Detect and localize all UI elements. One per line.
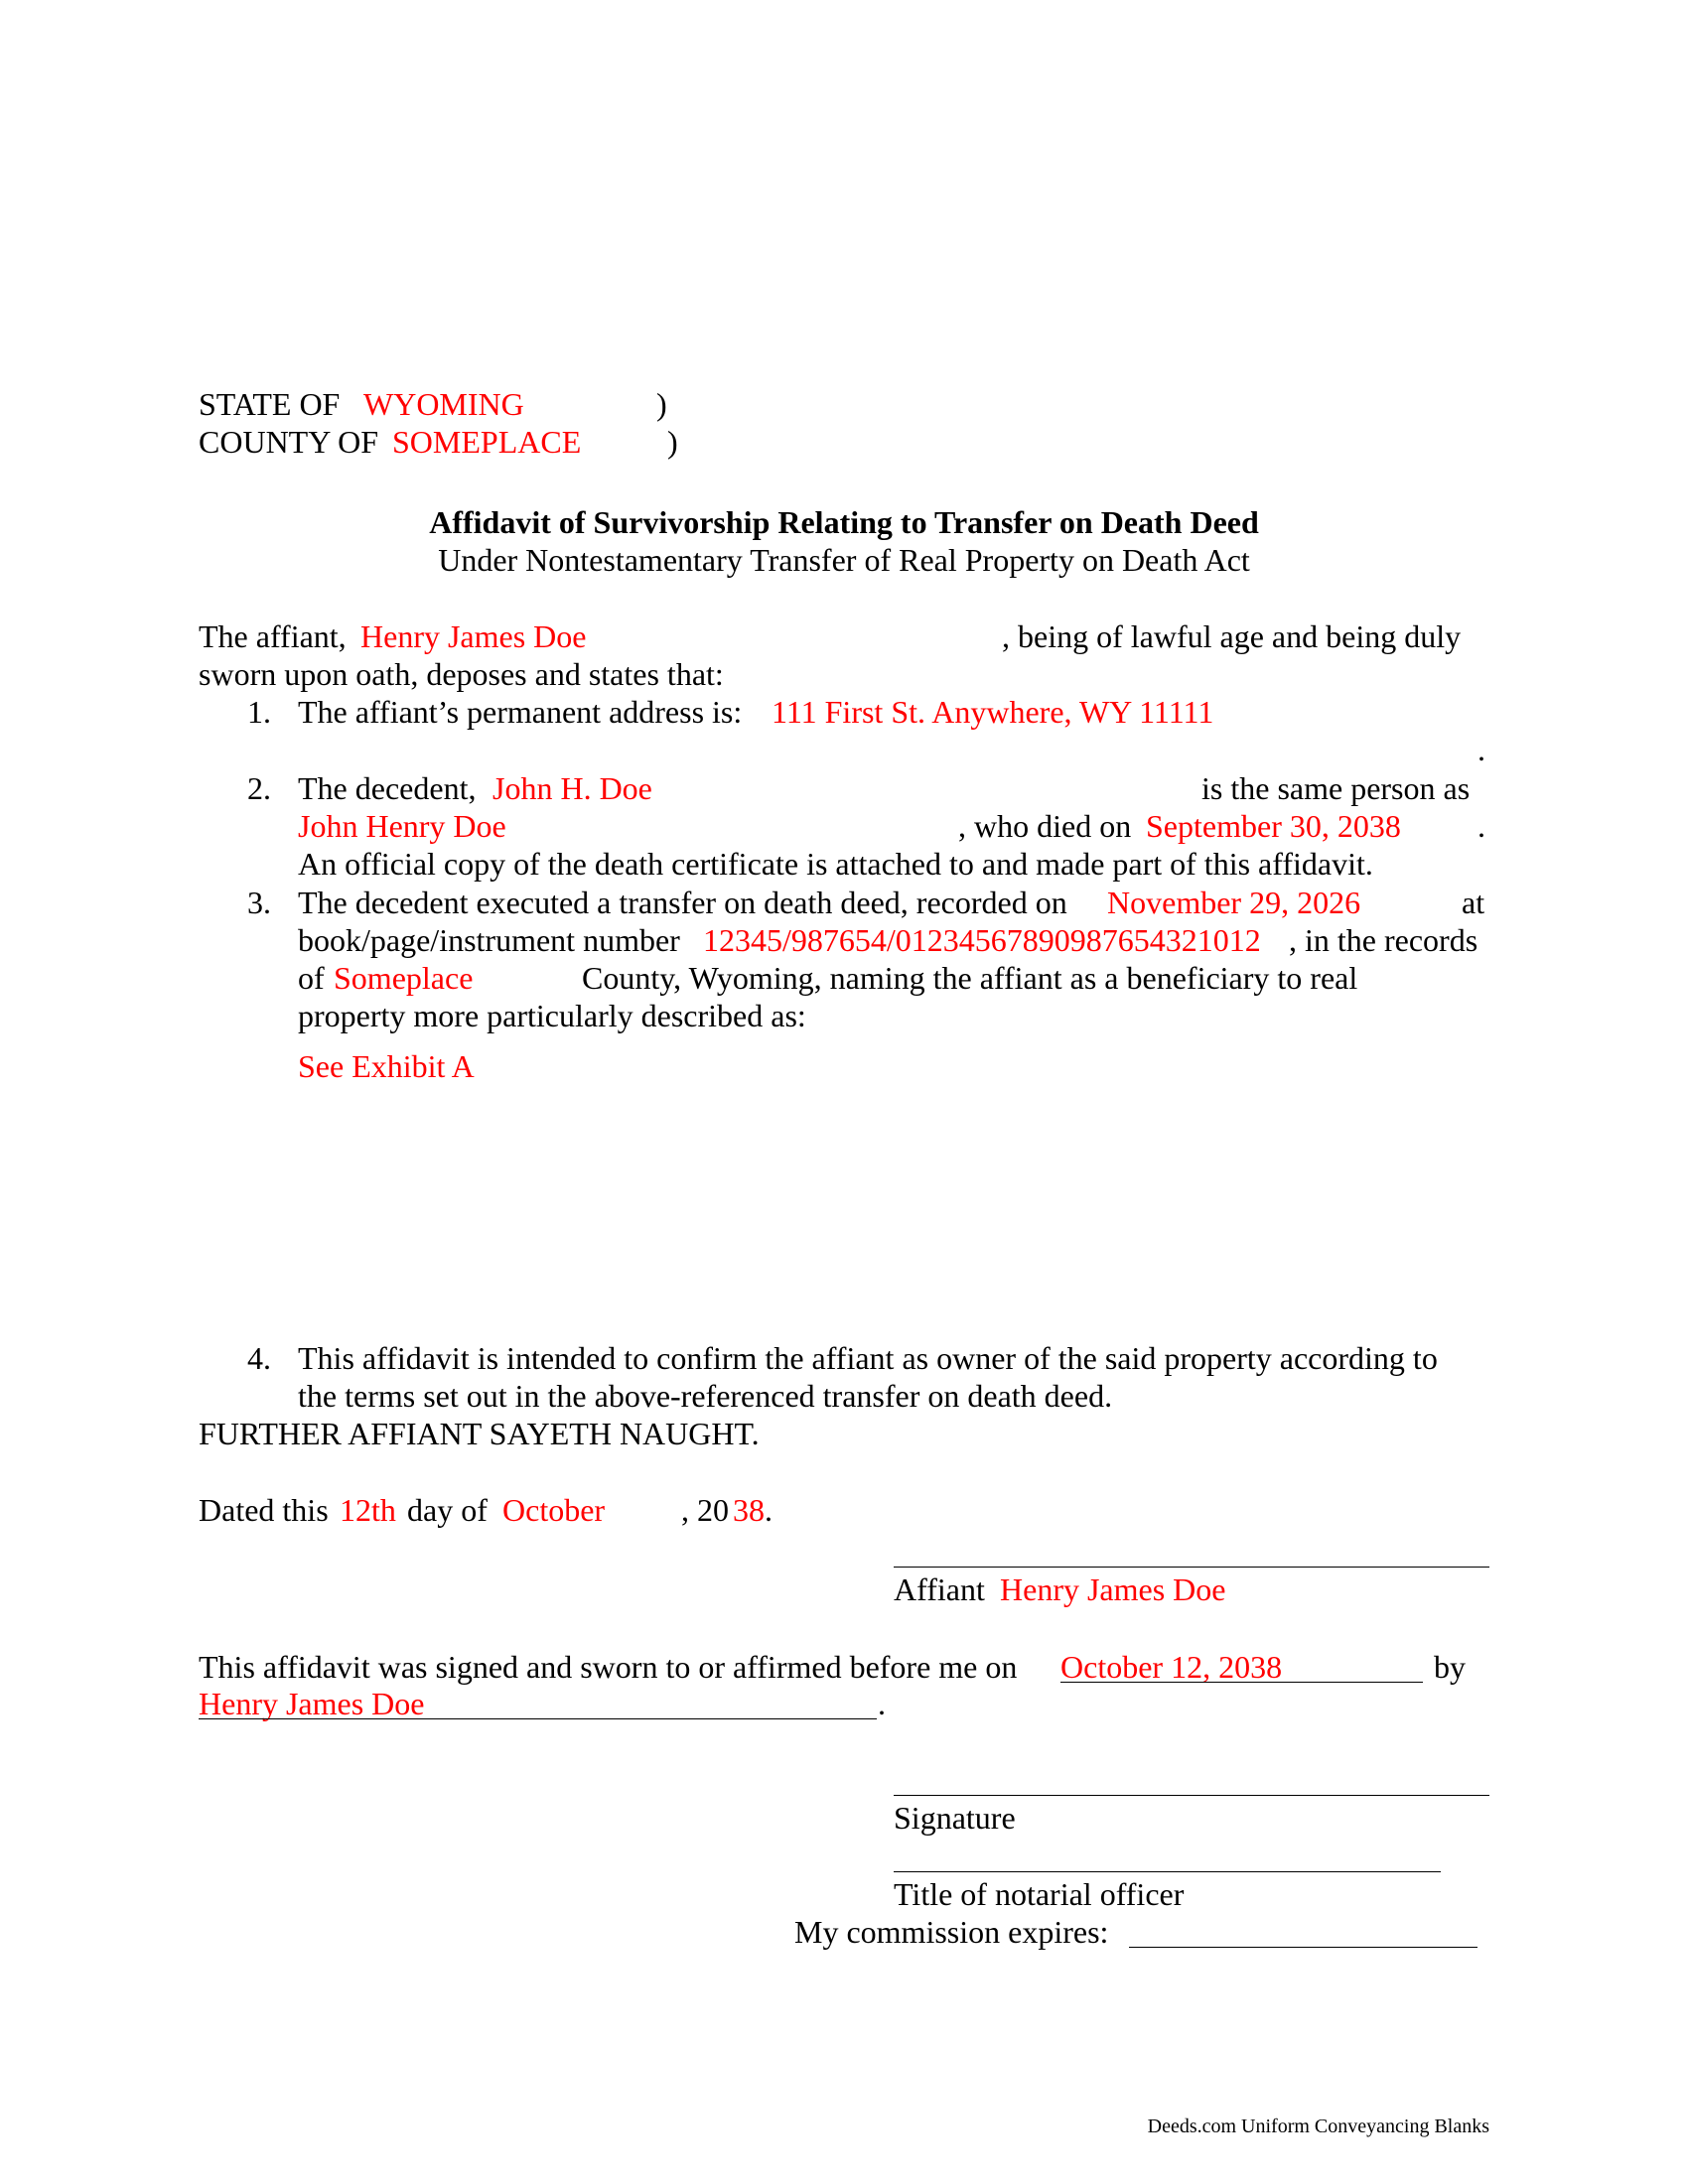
notary-date: October 12, 2038 bbox=[1060, 1649, 1283, 1685]
affiant-label: Affiant bbox=[894, 1571, 985, 1607]
signature-label: Signature bbox=[894, 1800, 1016, 1836]
item2-same-person: is the same person as bbox=[1201, 770, 1471, 806]
item1-period: . bbox=[1477, 732, 1485, 767]
recorded-date: November 29, 2026 bbox=[1107, 885, 1361, 920]
item2-prefix: The decedent, bbox=[298, 770, 477, 806]
commission-line[interactable] bbox=[1129, 1947, 1477, 1948]
item2-line3: An official copy of the death certificate is attached to and made part of this affidavit. bbox=[298, 846, 1373, 882]
item3-prefix: The decedent executed a transfer on death deed, recorded on bbox=[298, 885, 1067, 920]
item3-records: , in the records bbox=[1289, 922, 1478, 958]
dated-day: 12th bbox=[340, 1492, 396, 1528]
death-date: September 30, 2038 bbox=[1146, 808, 1401, 844]
decedent-name: John H. Doe bbox=[492, 770, 652, 806]
item3-of: of bbox=[298, 960, 325, 996]
state-label: STATE OF bbox=[199, 386, 341, 422]
county-value: SOMEPLACE bbox=[392, 424, 582, 460]
affiant-signature-line[interactable] bbox=[894, 1567, 1489, 1568]
further-affiant: FURTHER AFFIANT SAYETH NAUGHT. bbox=[199, 1416, 760, 1451]
item1-text: The affiant’s permanent address is: bbox=[298, 694, 743, 730]
book-page-instrument: 12345/987654/01234567890987654321012 bbox=[703, 922, 1261, 958]
item2-number: 2. bbox=[247, 770, 271, 806]
notary-date-line bbox=[1060, 1682, 1423, 1683]
notary-period: . bbox=[878, 1686, 886, 1721]
state-paren: ) bbox=[656, 386, 667, 422]
notary-name: Henry James Doe bbox=[199, 1686, 425, 1721]
footer-text: Deeds.com Uniform Conveyancing Blanks bbox=[1147, 2116, 1489, 2137]
item4-line1: This affidavit is intended to confirm the affiant as owner of the said property according to bbox=[298, 1340, 1438, 1376]
item3-book-label: book/page/instrument number bbox=[298, 922, 680, 958]
dated-day-of: day of bbox=[407, 1492, 488, 1528]
intro-suffix: , being of lawful age and being duly bbox=[1002, 618, 1462, 654]
commission-label: My commission expires: bbox=[794, 1914, 1109, 1950]
county-label: COUNTY OF bbox=[199, 424, 379, 460]
item2-died-on: , who died on bbox=[958, 808, 1132, 844]
intro-prefix: The affiant, bbox=[199, 618, 347, 654]
item2-period: . bbox=[1477, 808, 1485, 844]
dated-month: October bbox=[502, 1492, 606, 1528]
item3-number: 3. bbox=[247, 885, 271, 920]
state-value: WYOMING bbox=[363, 386, 524, 422]
title-label: Title of notarial officer bbox=[894, 1876, 1185, 1912]
intro-line2: sworn upon oath, deposes and states that: bbox=[199, 656, 724, 692]
county-paren: ) bbox=[667, 424, 678, 460]
affiant-name: Henry James Doe bbox=[360, 618, 587, 654]
item1-number: 1. bbox=[247, 694, 271, 730]
notary-signature-line[interactable] bbox=[894, 1795, 1489, 1796]
item3-line4: property more particularly described as: bbox=[298, 998, 806, 1033]
document-subtitle: Under Nontestamentary Transfer of Real Property on Death Act bbox=[438, 542, 1250, 578]
notary-title-line[interactable] bbox=[894, 1871, 1441, 1872]
legal-description: See Exhibit A bbox=[298, 1048, 475, 1084]
item4-number: 4. bbox=[247, 1340, 271, 1376]
document-title: Affidavit of Survivorship Relating to Transfer on Death Deed bbox=[429, 504, 1259, 540]
item3-county-suffix: County, Wyoming, naming the affiant as a beneficiary to real bbox=[582, 960, 1358, 996]
dated-prefix: Dated this bbox=[199, 1492, 329, 1528]
dated-period: . bbox=[765, 1492, 773, 1528]
item4-line2: the terms set out in the above-referenced transfer on death deed. bbox=[298, 1378, 1113, 1414]
notary-name-line bbox=[199, 1718, 877, 1719]
affiant-sig-name: Henry James Doe bbox=[1000, 1571, 1226, 1607]
decedent-full-name: John Henry Doe bbox=[298, 808, 506, 844]
affiant-address: 111 First St. Anywhere, WY 11111 bbox=[772, 694, 1214, 730]
record-county: Someplace bbox=[334, 960, 474, 996]
dated-year-prefix: , 20 bbox=[681, 1492, 729, 1528]
item3-at: at bbox=[1462, 885, 1485, 920]
notary-by: by bbox=[1434, 1649, 1466, 1685]
notary-prefix: This affidavit was signed and sworn to or affirmed before me on bbox=[199, 1649, 1018, 1685]
dated-year-suffix: 38 bbox=[733, 1492, 765, 1528]
